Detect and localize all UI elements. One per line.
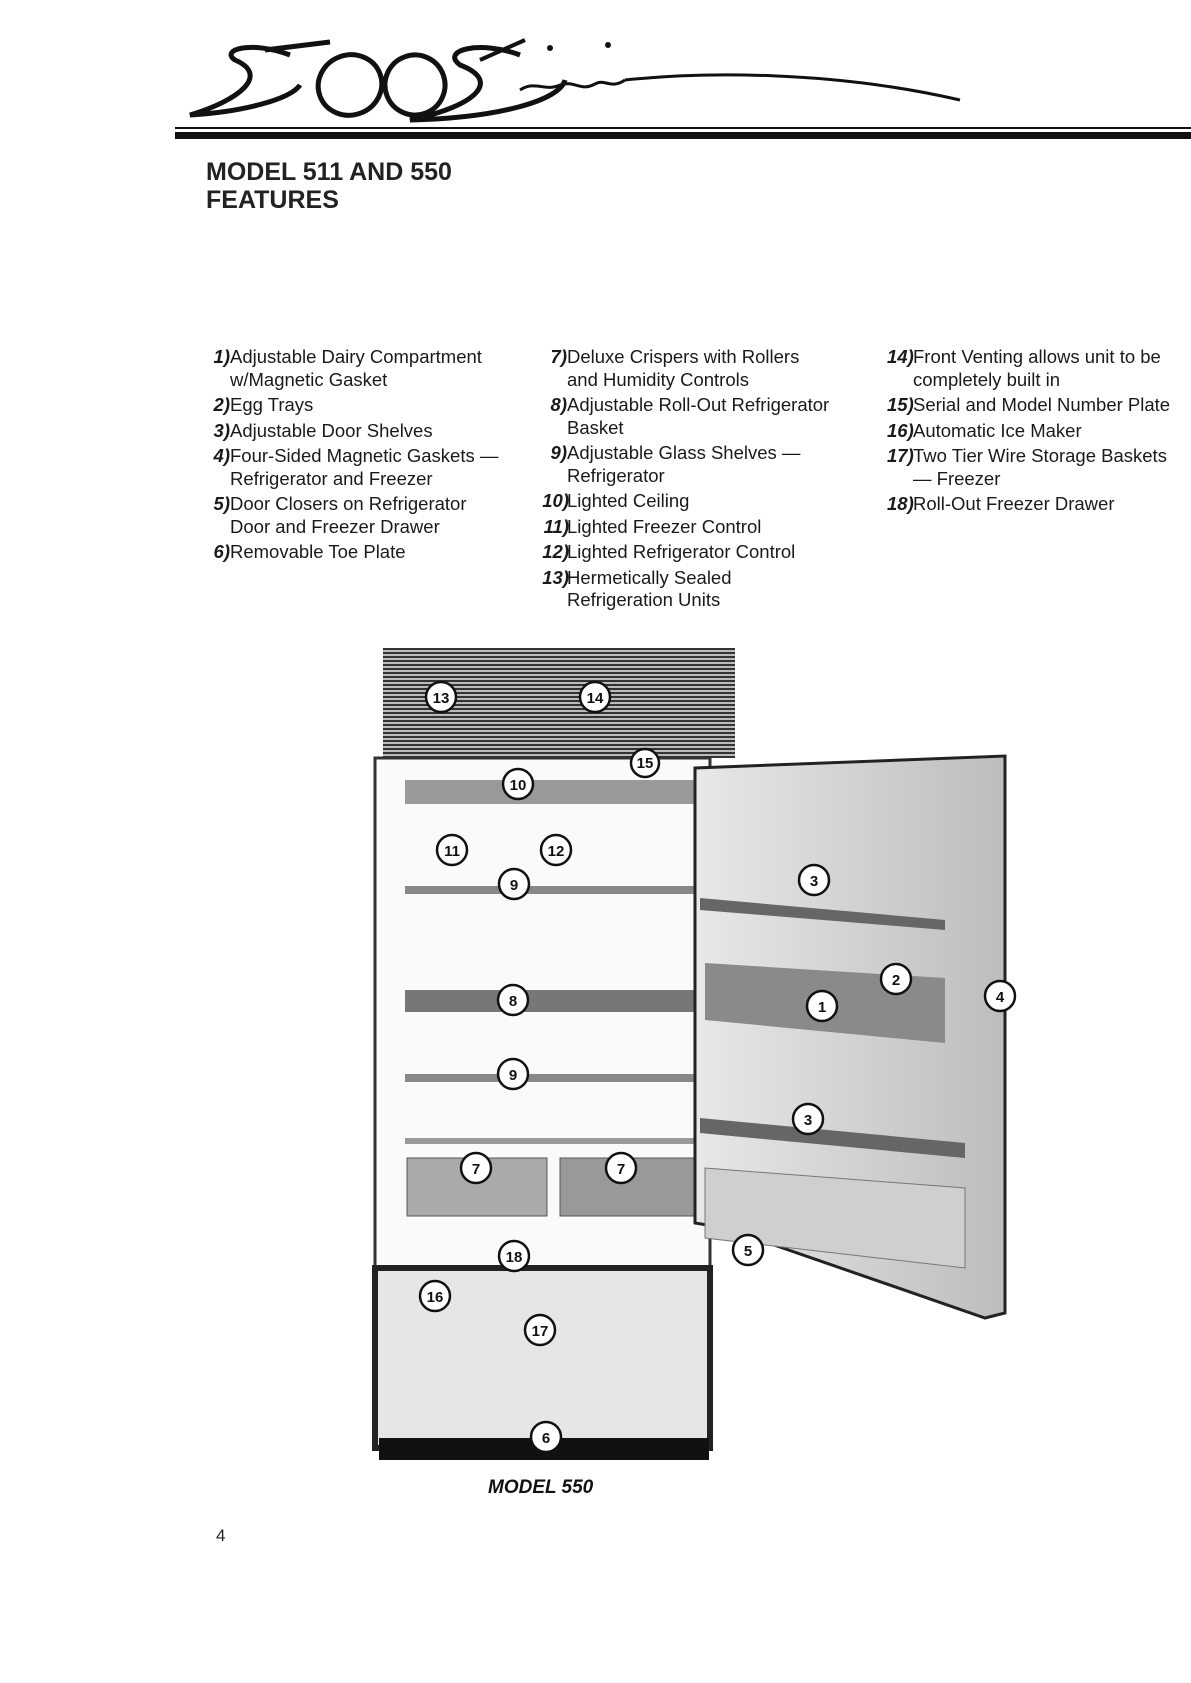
callout-label: 16 [426,1289,444,1306]
callout-label: 18 [505,1249,523,1266]
feature-item: 1) Adjustable Dairy Compartment w/Magnetic Gasket [213,346,482,390]
title-line-features: FEATURES [206,186,339,214]
figure-caption: MODEL 550 [488,1477,594,1498]
feature-item: 11) Lighted Freezer Control [543,515,762,537]
callout-label: 10 [509,777,527,794]
shelf [405,1138,697,1144]
callout-label: 7 [616,1161,626,1178]
feature-item: 8) Adjustable Roll-Out Refrigerator Basket [550,394,830,438]
callout-label: 3 [809,873,819,890]
ceiling-band [405,780,705,804]
callout-label: 2 [891,972,901,989]
callout-label: 3 [803,1112,813,1129]
callout-label: 5 [743,1243,753,1260]
header-rule-thin [175,127,1191,129]
callout-label: 14 [586,690,604,707]
feature-item: 3) Adjustable Door Shelves [213,419,433,441]
callout-label: 4 [995,989,1005,1006]
page-number: 4 [216,1526,226,1545]
page-title [206,158,452,214]
header-rule-thick [175,132,1191,139]
feature-item: 14) Front Venting allows unit to be completely built in [887,346,1161,390]
feature-item: 17) Two Tier Wire Storage Baskets — Freezer [887,445,1167,489]
feature-item: 10) Lighted Ceiling [542,490,690,511]
feature-item: 18) Roll-Out Freezer Drawer [887,493,1115,514]
feature-item: 2) Egg Trays [213,394,314,415]
callout-label: 15 [636,755,654,772]
basket-shelf [405,990,697,1012]
callout-label: 13 [432,690,450,707]
callout-label: 9 [509,877,519,894]
feature-item: 9) Adjustable Glass Shelves — Refrigerator [550,442,801,486]
feature-item: 16) Automatic Ice Maker [887,419,1082,441]
feature-item: 12) Lighted Refrigerator Control [542,541,796,562]
feature-item: 13) Hermetically Sealed Refrigeration Units [542,566,732,610]
callout-label: 17 [531,1323,549,1340]
feature-item: 7) Deluxe Crispers with Rollers and Humidity Controls [550,346,800,390]
callout-label: 12 [547,843,565,860]
callout-label: 6 [541,1430,551,1447]
callout-label: 9 [508,1067,518,1084]
callout-label: 11 [444,843,460,860]
series-logo [180,20,1080,130]
callout-label: 1 [817,999,827,1016]
callout-label: 7 [471,1161,481,1178]
callout-label: 8 [508,993,518,1010]
shelf [405,886,697,894]
feature-item: 6) Removable Toe Plate [213,541,406,562]
features-column-1 [206,346,506,567]
feature-item: 5) Door Closers on Refrigerator Door and Freezer Drawer [213,493,467,537]
features-column-2 [543,346,833,615]
refrigerator-illustration [365,648,1025,1468]
shelf [405,1074,697,1082]
feature-item: 4) Four-Sided Magnetic Gaskets — Refrigerator and Freezer [213,445,499,489]
feature-item: 15) Serial and Model Number Plate [887,394,1171,415]
title-line-model: MODEL 511 AND 550 [206,158,452,186]
features-column-3 [889,346,1179,519]
